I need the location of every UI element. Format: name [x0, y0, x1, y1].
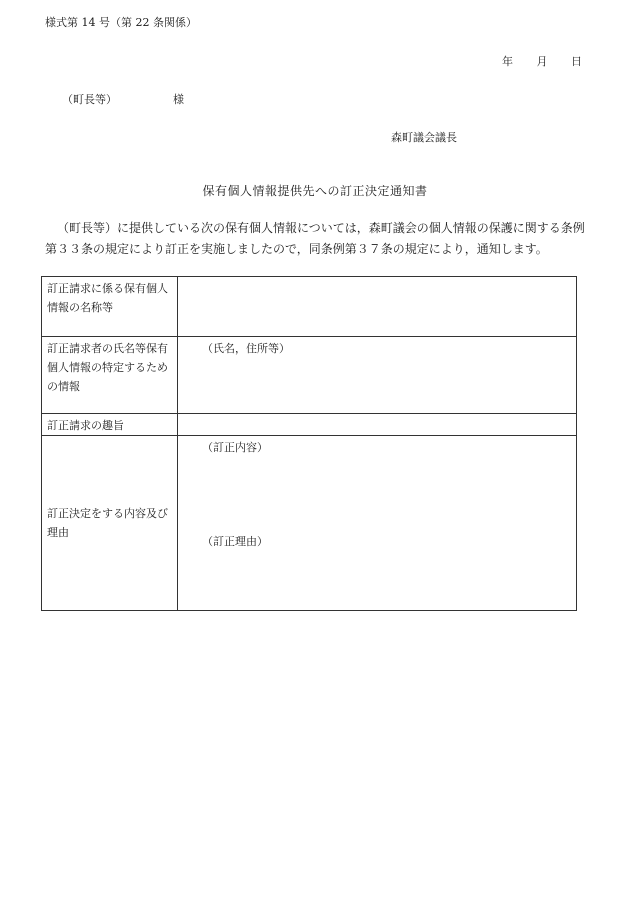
form-number: 様式第 14 号（第 22 条関係） — [45, 16, 197, 29]
year-label: 年 — [502, 55, 513, 68]
date-line — [502, 53, 582, 69]
row-content — [178, 436, 577, 611]
addressee-honorific: 様 — [173, 93, 184, 106]
document-title: 保有個人情報提供先への訂正決定通知書 — [202, 184, 428, 198]
row-content — [178, 277, 577, 337]
row-label: 訂正決定をする内容及び理由 — [42, 436, 178, 611]
sender: 森町議会議長 — [391, 131, 457, 144]
table-row — [42, 414, 577, 436]
addressee — [62, 91, 184, 107]
body-text: （町長等）に提供している次の保有個人情報については，森町議会の個人情報の保護に関する条例第３３条の規定により訂正を実施しましたので，同条例第３７条の規定により，通知します。 — [45, 221, 585, 256]
day-label: 日 — [571, 55, 582, 68]
table-row — [42, 337, 577, 414]
row-content: （氏名，住所等） — [178, 337, 577, 414]
row-label: 訂正請求者の氏名等保有個人情報の特定するための情報 — [42, 337, 178, 414]
table-row — [42, 436, 577, 611]
info-table — [41, 276, 577, 611]
addressee-name: （町長等） — [62, 93, 117, 106]
row-content — [178, 414, 577, 436]
row-label: 訂正請求の趣旨 — [42, 414, 178, 436]
correction-content-label: （訂正内容） — [202, 441, 268, 454]
row-label: 訂正請求に係る保有個人情報の名称等 — [42, 277, 178, 337]
correction-reason-label: （訂正理由） — [202, 535, 268, 548]
table-row — [42, 277, 577, 337]
month-label: 月 — [536, 55, 548, 68]
